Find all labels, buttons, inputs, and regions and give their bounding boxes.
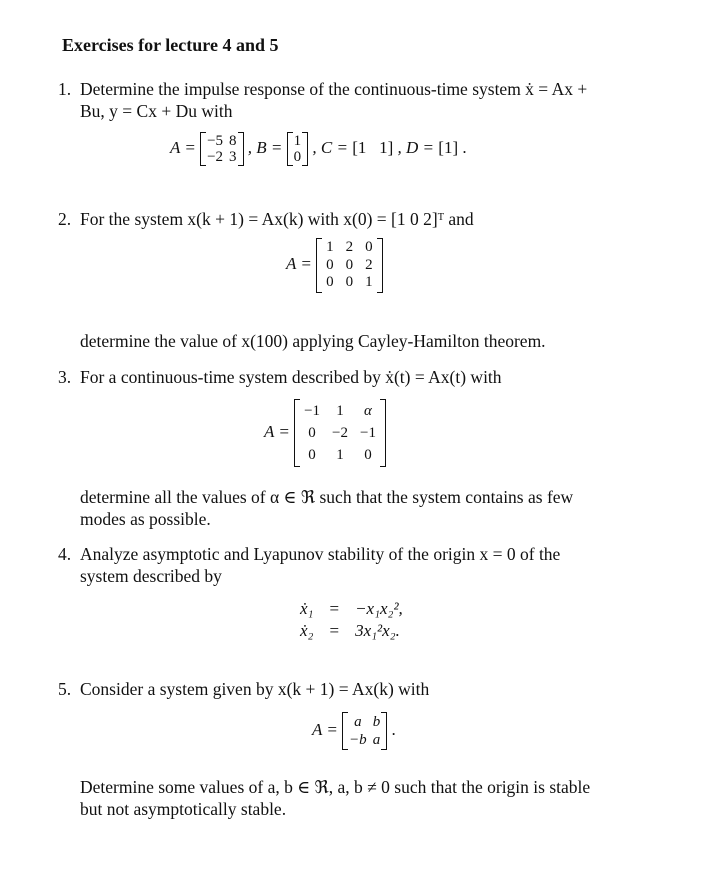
matrix-c-label: , C =	[312, 137, 348, 157]
exercise-3-equation	[264, 399, 386, 467]
matrix-b: 1 0	[287, 132, 309, 166]
matrix-a-label: A =	[170, 137, 196, 157]
exercise-1-line-2: Bu, y = Cx + Du with	[80, 101, 233, 121]
exercise-4-line-2: system described by	[80, 566, 222, 586]
matrix-c: [1 1]	[352, 137, 394, 157]
system-row: ẋ₂ = 3x₁²x₂.	[300, 621, 400, 640]
exercise-4-system	[292, 598, 411, 642]
matrix-a-label: A =	[264, 421, 290, 441]
matrix-a: −1 1 α 0 −2 −1 0 1 0	[294, 399, 386, 467]
matrix-a: a b −b a	[342, 712, 387, 750]
exercise-3-line-2: determine all the values of α ∈ ℜ such that the system contains as few	[80, 487, 574, 507]
exercise-2-line-2: determine the value of x(100) applying Cayley-Hamilton theorem.	[80, 331, 546, 351]
exercise-1-line-1: Determine the impulse response of the continuous-time system ẋ = Ax +	[80, 79, 588, 99]
exercise-3-line-3: modes as possible.	[80, 509, 211, 529]
exercise-2-number: 2.	[58, 209, 72, 229]
matrix-a: 1 2 0 0 0 2 0 0 1	[316, 238, 383, 293]
exercise-5-number: 5.	[58, 679, 72, 699]
matrix-d: [1] .	[438, 137, 467, 157]
exercise-5-line-3: but not asymptotically stable.	[80, 799, 287, 819]
system-row: ẋ₁ = −x₁x₂²,	[300, 599, 403, 618]
matrix-a-label: A =	[312, 719, 338, 739]
matrix-b-label: , B =	[247, 137, 283, 157]
exercise-4-number: 4.	[58, 544, 72, 564]
exercise-1-number: 1.	[58, 79, 72, 99]
matrix-a-label: A =	[286, 254, 312, 274]
exercise-3-number: 3.	[58, 367, 72, 387]
exercise-5-equation: A = a b −b a .	[312, 714, 396, 748]
matrix-d-label: , D =	[397, 137, 435, 157]
exercise-5-line-1: Consider a system given by x(k + 1) = Ax(k) with	[80, 679, 430, 699]
exercise-1-equation	[170, 132, 467, 166]
matrix-a: −5 8 −2 3	[200, 132, 243, 166]
exercise-3-line-1: For a continuous-time system described by ẋ(t) = Ax(t) with	[80, 367, 502, 387]
exercise-5-line-2: Determine some values of a, b ∈ ℜ, a, b ≠ 0 such that the origin is stable	[80, 777, 591, 797]
page-title: Exercises for lecture 4 and 5	[62, 35, 279, 55]
exercise-4-line-1: Analyze asymptotic and Lyapunov stability of the origin x = 0 of the	[80, 544, 561, 564]
exercise-2-line-1: For the system x(k + 1) = Ax(k) with x(0) = [1 0 2]ᵀ and	[80, 209, 474, 229]
exercise-2-equation	[286, 238, 383, 293]
